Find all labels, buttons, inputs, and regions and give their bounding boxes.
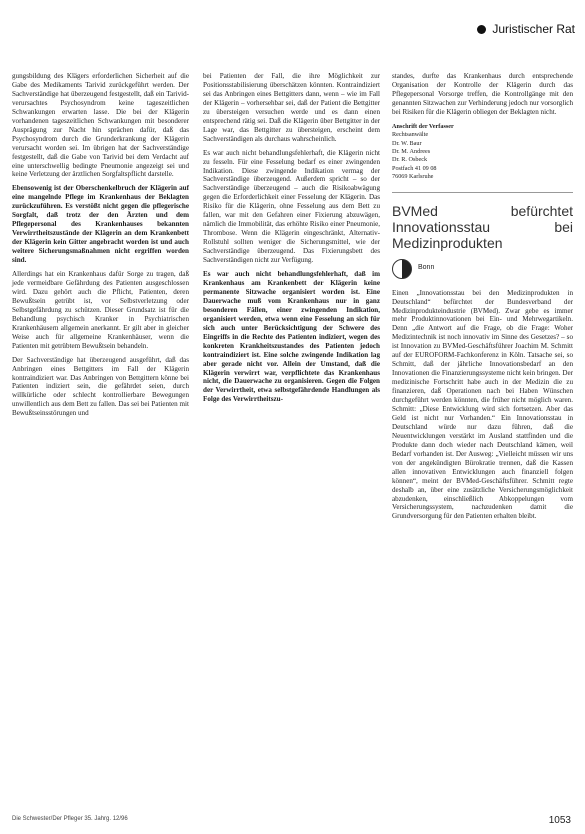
address-label: Anschrift der Verfasser [392, 122, 454, 130]
author-address [392, 123, 573, 182]
news-title: BVMed befürchtet Innovationsstau bei Medizinprodukten [392, 202, 573, 251]
address-line: 76069 Karlsruhe [392, 173, 434, 181]
journal-footer: Die Schwester/Der Pfleger 35. Jahrg. 12/96 [12, 816, 128, 822]
news-body: Einen „Innovationsstau bei den Medizinprodukten in Deutschland“ befürchtet der Bundesverband der Medizinprodukteindustrie (BVMed). Zwar gebe es immer mehr Produktinnovationen bei Ein- und Mehrwegartikeln. Denn „die Antwort auf die Frage, ob die Frage: Woher Medizintechnik ist noch innovativ im Sinne des Gesetzes? – so ist Innovation zu BVMed-Geschäftsführer Joachim M. Schmitt auf der EUROFORM-Fachkonferenz in Köln. Tatsache sei, so Schmitt, daß der jährliche Innovationsbedarf an den Innovationen die Finanzierungssysteme nicht kein bringen. Der medizinische Fortschritt habe auch in der Medizin die zu finanzieren, daß Operationen nach bei Haben Wünschen durchgeführt werden könnten, die früher nicht möglich waren. Schmitt: „Diese Entwicklung wird sich fortsetzen. Aber das Geld ist nicht nur Vorhanden.“ Ein Innovationsstau in Deutschland würde nur dazu führen, daß die Neuentwicklungen verstärkt im Ausland stattfinden und die Produkte dann doch wieder nach Deutschland kämen, weil Bedarf vorhanden ist. Der Ausweg: „Vielleicht müssen wir uns von der angekündigten Bürokratie trennen, daß die Kassen allen innovativen Entwicklungen auch finanziell folgen können“, meint der BVMed-Geschäftsführer. Schmitt regte deshalb an, über eine zusätzliche Versicherungsmöglichkeit abzudenken, einschließlich Abkoppelungen vom Versicherungssystem, nachzudenken damit die Grundversorgung für den Patienten erhalten bleibt. [392, 288, 573, 521]
paragraph-bold: Ebensowenig ist der Oberschenkelbruch der Klägerin auf eine mangelnde Pflege im Krankenhaus der Beklagten zurückzuführen. Es verstößt nicht gegen die pflegerische Sorgfalt, daß trotz der den Ärzten und dem Pflegepersonal des Krankenhauses bekannten Verwirrtheitszustände der Klägerin an dem Krankenbett der Klägerin kein Gitter angebracht worden ist und auch weitere Sicherungsmaßnahmen nicht ergriffen worden sind. [12, 184, 189, 265]
news-box [392, 192, 573, 522]
section-title: Juristischer Rat [492, 22, 575, 36]
bullet-icon [477, 25, 486, 34]
page-number: 1053 [548, 815, 571, 826]
paragraph: standes, durfte das Krankenhaus durch entsprechende Organisation der Kontrolle der Klägerin durch das Pflegepersonal Vorsorge treffen, die Kontrollgänge mit den genannten Sitzwachen zur Verhinderung jedoch nur vorsorglich bei Risiken für die Klägerin obliegen der Beklagten nicht. [392, 72, 573, 116]
address-line: Dr. W. Baur [392, 139, 422, 147]
paragraph: Der Sachverständige hat überzeugend ausgeführt, daß das Anbringen eines Bettgitters im Fall der Klägerin kontraindiziert war. Das Anbringen von Bettgittern könne bei Patienten indiziert sein, die gefährdet seien, durch willkürliche oder schlecht kontrollierbare Bewegungen unwillentlich aus dem Bett zu fallen. Das sei bei Patienten mit Bewußtseinsstörungen und [12, 355, 189, 418]
address-line: Dr. M. Andrees [392, 147, 431, 155]
column-3 [392, 72, 573, 526]
paragraph: gungsbildung des Klägers erforderlichen Sicherheit auf die Gabe des Medikaments Tarivid zurückgeführt werden. Der Sachverständige hat überzeugend festgestellt, daß ein Tarivid-verursachtes Psychosyndrom keine tageszeitlichen Schwankungen erwarten lasse. Die bei der Klägerin vorhandenen tageszeitlichen Schwankungen mit besonderer Ausprägung zur Nacht hin sprächen dafür, daß das Psychosyndrom durch die Grunderkrankung der Klägerin verursacht worden sei. Im übrigen hat der Sachverständige festgestellt, daß die Gabe von Tarivid bei dem Verdacht auf eine unterschwellig bedingte Pneumonie angezeigt sei und keine Verletzung der ärztlichen Sorgfaltspflicht darstelle. [12, 72, 189, 179]
section-header [477, 22, 575, 36]
column-1 [12, 72, 189, 423]
address-line: Dr. R. Osbeck [392, 156, 428, 164]
half-circle-icon [392, 259, 412, 279]
news-dateline [392, 259, 573, 279]
address-line: Postfach 41 09 08 [392, 164, 437, 172]
news-city: Bonn [418, 264, 435, 272]
paragraph: Es war auch nicht behandlungsfehlerhaft, die Klägerin nicht zu fesseln. Für eine Fesselung bedarf es einer zwingenden Indikation. Diese zwingende Indikation vermag der Sachverständige überzeugend. Außerdem spricht – so der Sachverständige überzeugend – auch die Risikoabwägung gegen die Erforderlichkeit einer Fesselung der Klägerin. Das Risiko für die Klägerin, ohne Fesselung aus dem Bett zu fallen, war mit den Gefahren einer Fixierung abzuwägen, nämlich die Immobilität, das erhöhte Risiko einer Pneumonie, Thrombose. Wenn die Klägerin eingeschränkt, Alternativ-Rollstuhl sollten weniger die Sicherungsmittel, wie der Sachverständige überzeugend. Das Fixierungsbett des Sachverständigen nicht zur Verfügung. [203, 148, 380, 265]
column-2 [203, 72, 380, 409]
paragraph: Allerdings hat ein Krankenhaus dafür Sorge zu tragen, daß jede vermeidbare Gefährdung des Patienten ausgeschlossen wird. Dazu gehört auch die Pflicht, Patienten, deren Bewußtsein getrübt ist, vor Selbstverletzung oder Selbstgefährdung zu schützen. Dieser Grundsatz ist für die Behandlung psychisch Kranker in Psychiatrischen Krankenhäusern allgemein anerkannt. Er gilt aber in gleicher Weise auch für allgemeine Krankenhäuser, wenn die Patienten mit getrübtem Bewußtsein behandeln. [12, 270, 189, 350]
paragraph: Es war auch nicht behandlungsfehlerhaft, daß im Krankenhaus am Krankenbett der Klägerin keine permanente Sitzwache organisiert worden ist. Eine Dauerwache muß vom Krankenhaus nur in ganz besonderen Fällen, einer zwingenden Indikation, organisiert werden, etwa wenn eine Fesselung an sich für sich auch unter Berücksichtigung der Schwere des Eingriffs in die Rechte des Patienten indiziert, wegen des konkreten Krankheitszustandes des Patienten jedoch kontraindiziert ist. Eine solche zwingende Indikation lag aber gerade nicht vor. Allein der Umstand, daß die Klägerin verwirrt war, verpflichtete das Krankenhaus nicht, die Dauerwache zu organisieren. Gegen die Folgen der Verwirrtheit, etwa selbstgefährdende Handlungen als Folge des Verwirrtheitszu- [203, 270, 380, 404]
paragraph: bei Patienten der Fall, die ihre Möglichkeit zur Positionsstabilisierung überschätzen könnten. Kontraindiziert sei das Anbringen eines Bettgitters dann, wenn – wie im Fall der Klägerin – vorhersehbar sei, daß der Patient die Bettgitter zu übersteigen versuchen werde und es dann einen entsprechend rätig sei. Daß die Klägerin über Bettgitter in der Lage war, das Bettgitter zu übersteigen, erscheint dem Sachverständigen als durchaus wahrscheinlich. [203, 72, 380, 143]
address-line: Rechtsanwälte [392, 131, 429, 139]
